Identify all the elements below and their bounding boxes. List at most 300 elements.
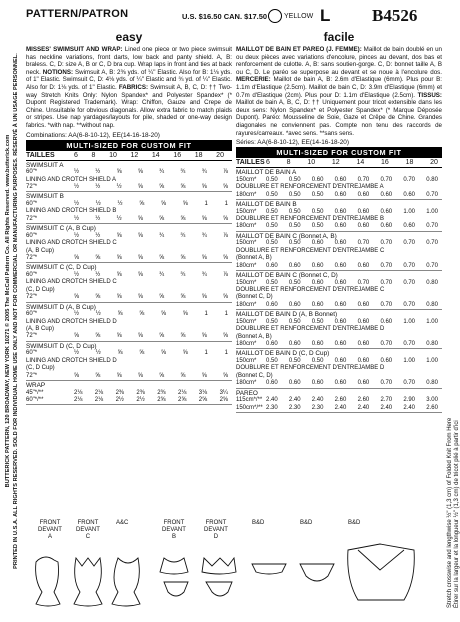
swimsuit-c-sketch — [74, 558, 102, 606]
cell-value: ⅝ — [159, 183, 165, 190]
sketch-label: B&D — [252, 520, 265, 526]
cell-value: ½ — [74, 200, 80, 207]
cell-value: ⅝ — [116, 333, 122, 340]
row-label: 45"*/** — [26, 389, 44, 396]
cell-value: ½ — [117, 200, 123, 207]
row-label: (Bonnet C, D) — [236, 372, 273, 379]
section-name: SWIMSUIT D (A, B Cup) — [26, 303, 96, 311]
stretch-guide-fr: Étirer sur la largeur et la longueur ½" (1,3 cm) de tricot plié à partir d'ici — [454, 420, 460, 608]
cell-value: 0.70 — [380, 301, 393, 308]
cell-value: ⅝ — [137, 294, 143, 301]
cell-value: 0.70 — [380, 380, 393, 387]
cell-value: 0.60 — [334, 208, 347, 215]
cell-value: 0.60 — [311, 176, 324, 183]
swimsuit-d-top-sketch — [202, 558, 236, 574]
row-values — [266, 177, 438, 184]
table-section — [26, 224, 232, 263]
sketch-label: FRONT DEVANT D — [204, 520, 228, 540]
cell-value: 0.50 — [311, 223, 324, 230]
cell-value: ⅝ — [74, 372, 80, 379]
cell-value: 0.60 — [311, 301, 324, 308]
section-name: MAILLOT DE BAIN D (A, B Bonnet) — [236, 311, 338, 319]
cell-value: ¾ — [159, 169, 165, 176]
cell-value: 0.50 — [266, 240, 278, 247]
table-section — [236, 200, 442, 232]
cell-value: 2⅛ — [74, 389, 83, 396]
section-name: MAILLOT DE BAIN C (Bonnet C, D) — [236, 271, 338, 279]
cell-value: ⅝ — [139, 200, 145, 207]
table-row — [26, 279, 232, 286]
cell-value: 0.60 — [334, 262, 347, 269]
cell-value: ⅝ — [201, 254, 207, 261]
table-row — [236, 358, 442, 365]
row-label: 150cm* — [236, 208, 257, 215]
cell-value: 2⅝ — [177, 397, 187, 404]
cell-value: 0.80 — [426, 279, 438, 286]
cell-value: 0.60 — [288, 341, 301, 347]
english-description — [26, 46, 232, 130]
table-row — [236, 177, 442, 184]
cell-value: ⅝ — [180, 215, 186, 222]
cell-value: ⅝ — [182, 311, 188, 318]
size-18: 18 — [194, 151, 203, 159]
copyright-line-1: BUTTERICK PATTERN, 120 BROADWAY, NEW YORK 10271 © 2005 The McCall Pattern Co. All Rights Reserved. www.butterick.com — [5, 134, 11, 488]
cell-value: 0.60 — [334, 279, 347, 286]
size-6: 6 — [266, 159, 270, 167]
cell-value: ⅝ — [137, 183, 143, 190]
swimsuit-b-bottom-sketch — [164, 582, 188, 596]
row-values — [266, 223, 438, 230]
table-row — [26, 333, 232, 340]
cell-value: 1.00 — [403, 318, 416, 325]
cell-value: ⅝ — [182, 200, 188, 207]
row-label: LINING AND CROTCH SHIELD D — [26, 357, 117, 364]
cell-value: 2⅝ — [219, 397, 228, 404]
cell-value: 0.60 — [266, 301, 278, 308]
cell-value: ⅝ — [222, 215, 228, 222]
row-values — [74, 373, 228, 380]
cell-value: ⅝ — [139, 311, 145, 318]
maillot-text: Maillot de bain doublé en un ou deux pièces avec variations d'encolure, pinces au devant, dos bas et renforcement de culotte. A, B: sans soutien-gorge. C, D: bonnet taille A, B ou C, D. Le paréo se superpose au devant et se noue à l'encolure dos. — [236, 46, 442, 76]
cell-value: 0.60 — [380, 318, 393, 325]
size-20: 20 — [430, 159, 438, 167]
misses-heading: MISSES' SWIMSUIT AND WRAP: — [26, 46, 123, 53]
size-numbers-fr — [266, 159, 438, 166]
cell-value: 0.80 — [426, 380, 438, 387]
cell-value: 0.50 — [288, 191, 301, 198]
table-row — [26, 208, 232, 215]
cell-value: ⅝ — [74, 333, 80, 340]
cell-value: 0.70 — [380, 279, 393, 286]
table-row — [236, 373, 442, 380]
brand: PATTERN/PATRON — [26, 8, 129, 20]
multisize-band-fr: MULTI-SIZED FOR CUSTOM FIT — [236, 147, 442, 158]
size-16: 16 — [381, 159, 389, 167]
garment-sketches — [24, 520, 442, 620]
row-label: (Bonnet A, B) — [236, 333, 272, 340]
size-10: 10 — [307, 159, 316, 167]
cell-value: 0.70 — [403, 380, 416, 387]
cell-value: 0.60 — [380, 208, 393, 215]
table-row — [26, 255, 232, 262]
cell-value: 0.70 — [403, 279, 416, 286]
fabrics-text: Swimsuit A, B, C, D: †† Two-way Stretch Knits Only: Nylon Spandex* and Polyester Spandex* (* Dupont Registered Trademark). Wrap: Chiffon, Gauze and Crepe de Chine. Unsuitable for obvious diagonals. Allow extra fabric to match plaids or stripes. Use nap yardages/layouts for pile, shaded or one-way design fabrics. *with nap. **without nap. — [26, 83, 232, 129]
cell-value: 0.50 — [266, 279, 278, 286]
size-12: 12 — [130, 151, 139, 159]
section-name: SWIMSUIT C (A, B Cup) — [26, 225, 96, 233]
cell-value: 0.60 — [357, 318, 370, 325]
cell-value: ⅝ — [95, 372, 101, 379]
size-header — [26, 151, 232, 161]
cell-value: 2⅛ — [94, 397, 104, 404]
cell-value: ½ — [95, 311, 101, 318]
cell-value: 0.50 — [288, 358, 301, 364]
cell-value: 0.50 — [311, 191, 324, 198]
row-label: 150cm* — [236, 358, 257, 364]
cell-value: 2½ — [136, 397, 145, 404]
price: U.S. $16.50 CAN. $17.50 — [182, 12, 268, 21]
cell-value: 1 — [204, 311, 208, 318]
row-values — [266, 397, 438, 404]
cell-value: 2.40 — [311, 397, 324, 404]
table-row — [236, 397, 442, 404]
cell-value: 2⅜ — [136, 389, 145, 396]
cell-value: 0.50 — [288, 223, 301, 230]
cell-value: ⅝ — [116, 271, 122, 278]
table-row — [26, 233, 232, 240]
cell-value: ⅝ — [159, 372, 165, 379]
cell-value: ⅝ — [74, 294, 80, 301]
cell-value: 0.70 — [426, 262, 438, 269]
cell-value: 0.70 — [380, 176, 393, 183]
cell-value: ⅝ — [116, 294, 122, 301]
cell-value: 0.70 — [380, 341, 393, 347]
row-values — [266, 263, 438, 270]
cell-value: 0.70 — [357, 279, 370, 286]
cell-value: 0.60 — [334, 341, 347, 347]
cell-value: ⅞ — [222, 169, 228, 176]
size-6: 6 — [74, 151, 78, 159]
cell-value: 0.60 — [266, 380, 278, 387]
copyright-line-2: PRINTED IN U.S.A. ALL RIGHTS RESERVED. SOLD FOR INDIVIDUAL HOME USE ONLY AND NOT FOR COMMERCIAL OR MANUFACTURING PURPOSES. RÉSERVÉ À UN USAGE PERSONNEL. — [13, 53, 19, 569]
table-section — [26, 342, 232, 381]
row-label: 60"* — [26, 200, 38, 207]
cell-value: ½ — [116, 215, 122, 222]
cell-value: 2.40 — [334, 404, 347, 411]
cell-value: 0.50 — [311, 358, 324, 364]
table-row — [236, 255, 442, 262]
cell-value: ⅝ — [180, 333, 186, 340]
row-label: (C, D Cup) — [26, 286, 55, 293]
row-label: 60"* — [26, 271, 38, 278]
cell-value: 2.30 — [311, 404, 324, 411]
row-label: 72"* — [26, 294, 38, 301]
size-16: 16 — [173, 151, 182, 159]
table-row — [26, 350, 232, 357]
pattern-number: B4526 — [372, 6, 418, 25]
cell-value: 2⅜ — [157, 389, 166, 396]
table-section — [236, 232, 442, 271]
row-values — [74, 233, 228, 240]
cell-value: ⅝ — [180, 294, 186, 301]
row-label: LINING AND CROTCH SHIELD D — [26, 318, 117, 325]
misses-text: Lined one piece or two piece swimsuit has neckline variations, front darts, low back and panty shield. A, B: braless. C, D: size A, B or C, D bra cup. Wrap laps in front and ties at back neck. — [26, 46, 232, 76]
cell-value: 0.60 — [357, 380, 370, 387]
size-18: 18 — [405, 159, 414, 167]
header — [24, 6, 442, 28]
cell-value: 0.50 — [288, 318, 301, 325]
cell-value: 0.50 — [311, 208, 324, 215]
tailles-label-fr: TAILLES — [236, 159, 265, 167]
table-row — [236, 223, 442, 230]
cell-value: 0.70 — [403, 262, 416, 269]
table-row — [26, 272, 232, 279]
cell-value: 2.30 — [288, 404, 301, 411]
cell-value: ½ — [95, 169, 101, 176]
row-label: (A, B Cup) — [26, 326, 55, 332]
cell-value: 0.60 — [334, 176, 347, 183]
table-row — [26, 248, 232, 255]
row-values — [266, 358, 438, 365]
table-section — [26, 192, 232, 224]
row-label: 60"* — [26, 169, 38, 176]
cell-value: 0.70 — [403, 176, 416, 183]
row-values — [266, 405, 438, 412]
table-row — [236, 405, 442, 412]
cell-value: 0.80 — [426, 341, 438, 347]
row-values — [266, 302, 438, 309]
cell-value: ⅝ — [95, 333, 101, 340]
cell-value: ¾ — [180, 232, 186, 239]
cell-value: 2.90 — [403, 397, 416, 404]
swimsuit-bd-back-sketch — [252, 564, 286, 574]
cell-value: ⅝ — [137, 232, 143, 239]
table-row — [26, 311, 232, 318]
row-label: 150cm*/** — [236, 404, 263, 411]
table-row — [236, 248, 442, 255]
cell-value: 0.60 — [357, 223, 370, 230]
cell-value: ⅝ — [222, 183, 228, 190]
cell-value: ⅝ — [117, 311, 123, 318]
cell-value: ⅝ — [159, 254, 165, 261]
cell-value: 0.60 — [357, 341, 370, 347]
table-row — [26, 358, 232, 365]
cell-value: 0.70 — [403, 341, 416, 347]
cell-value: ⅝ — [116, 372, 122, 379]
cell-value: ⅝ — [117, 350, 123, 357]
cell-value: 0.50 — [266, 318, 278, 325]
table-row — [236, 263, 442, 270]
circle-icon — [268, 9, 282, 23]
table-row — [26, 365, 232, 372]
row-values — [74, 201, 228, 208]
table-row — [236, 240, 442, 247]
cell-value: ⅝ — [161, 311, 167, 318]
section-name: MAILLOT DE BAIN B — [236, 200, 297, 208]
section-name: MAILLOT DE BAIN A — [236, 169, 297, 177]
row-label: 180cm* — [236, 301, 257, 308]
row-values — [74, 397, 228, 404]
cell-value: 0.60 — [288, 301, 301, 308]
cell-value: 0.60 — [403, 223, 416, 230]
tissus-text: Maillot de bain A, B, C, D: †† Uniquement pour tricot extensible dans les deux sens: Nylon Spandex* et Polyester Spandex* (* Marque Déposée Dupont). Paréo: Mousseline de Soie, Gaze et Crêpe de Chine. Grandes diagonales ne conviennent pas. Compte non tenu des raccords de rayures/carreaux. *avec sens. **sans sens. — [236, 99, 442, 137]
cell-value: 1.00 — [426, 208, 438, 215]
sketch-label: FRONT DEVANT C — [76, 520, 100, 540]
cell-value: ⅝ — [137, 169, 143, 176]
cell-value: ¾ — [201, 232, 207, 239]
row-label: LINING AND CROTCH SHIELD C — [26, 240, 117, 247]
cell-value: ⅝ — [180, 372, 186, 379]
cell-value: ½ — [95, 215, 101, 222]
cell-value: 0.60 — [334, 191, 347, 198]
table-row — [236, 326, 442, 333]
english-title: easy — [115, 30, 143, 44]
cell-value: ⅝ — [161, 350, 167, 357]
metrage-table — [236, 168, 442, 413]
sketch-label: A&C — [116, 520, 129, 526]
cell-value: 0.50 — [266, 191, 278, 198]
cell-value: 0.60 — [403, 191, 416, 198]
cell-value: 0.50 — [266, 358, 278, 364]
cell-value: ⅝ — [116, 232, 122, 239]
cell-value: ⅝ — [137, 372, 143, 379]
cell-value: 0.60 — [266, 341, 278, 347]
cell-value: ¾ — [159, 271, 165, 278]
cell-value: 2.40 — [380, 404, 393, 411]
french-description — [236, 46, 442, 137]
row-values — [74, 390, 228, 397]
left-copyright-strip — [2, 8, 22, 614]
cell-value: 0.60 — [334, 301, 347, 308]
cell-value: 0.50 — [288, 208, 301, 215]
yardage-table — [26, 161, 232, 406]
cell-value: ½ — [116, 183, 122, 190]
cell-value: ½ — [95, 271, 101, 278]
cell-value: 3¼ — [219, 389, 228, 396]
cell-value: ½ — [95, 183, 101, 190]
row-values — [266, 380, 438, 387]
cell-value: 0.50 — [288, 279, 301, 286]
cell-value: 0.60 — [380, 223, 393, 230]
cell-value: 2.40 — [403, 404, 416, 411]
cell-value: ¾ — [201, 169, 207, 176]
cell-value: ⅝ — [161, 200, 167, 207]
sketch-label: B&D — [300, 520, 313, 526]
cell-value: 0.70 — [380, 240, 393, 247]
cell-value: 1.00 — [403, 358, 416, 364]
row-values — [74, 333, 228, 340]
cell-value: 0.70 — [357, 176, 370, 183]
cell-value: ½ — [74, 311, 80, 318]
cell-value: 0.60 — [334, 358, 347, 364]
cell-value: ¾ — [180, 169, 186, 176]
table-row — [236, 319, 442, 326]
size-14: 14 — [356, 159, 365, 167]
cell-value: 1 — [224, 200, 228, 207]
size-numbers — [74, 152, 224, 159]
cell-value: 0.70 — [357, 240, 370, 247]
cell-value: 2.40 — [288, 397, 301, 404]
row-values — [74, 272, 228, 279]
cell-value: 0.70 — [426, 240, 438, 247]
row-label: 60"* — [26, 311, 38, 318]
cell-value: ½ — [95, 200, 101, 207]
color-label: YELLOW — [284, 12, 314, 20]
cell-value: ⅞ — [222, 271, 228, 278]
row-values — [74, 294, 228, 301]
cell-value: 1.00 — [403, 208, 416, 215]
row-values — [266, 319, 438, 326]
row-values — [74, 184, 228, 191]
row-label: 72"* — [26, 183, 38, 190]
cell-value: 0.70 — [403, 301, 416, 308]
cell-value: ⅝ — [159, 215, 165, 222]
cell-value: 0.60 — [288, 380, 301, 387]
cell-value: 0.50 — [266, 176, 278, 183]
cell-value: ¾ — [180, 271, 186, 278]
row-label: 180cm* — [236, 380, 257, 387]
cell-value: 0.60 — [357, 262, 370, 269]
cell-value: 0.70 — [426, 191, 438, 198]
size-8: 8 — [91, 151, 96, 159]
table-row — [26, 169, 232, 176]
table-row — [26, 240, 232, 247]
cell-value: 0.80 — [426, 301, 438, 308]
row-values — [266, 280, 438, 287]
section-name: WRAP — [26, 382, 46, 390]
cell-value: ⅝ — [201, 294, 207, 301]
cell-value: ⅝ — [137, 254, 143, 261]
cell-value: 0.60 — [311, 279, 324, 286]
row-label: 150cm* — [236, 176, 257, 183]
cell-value: 0.60 — [334, 380, 347, 387]
row-values — [74, 311, 228, 318]
cell-value: 1 — [224, 350, 228, 357]
cell-value: ½ — [95, 350, 101, 357]
cell-value: ⅝ — [222, 372, 228, 379]
color-marker — [268, 9, 313, 23]
row-values — [266, 209, 438, 216]
table-section — [26, 303, 232, 342]
cell-value: ½ — [74, 169, 80, 176]
cell-value: ⅝ — [116, 254, 122, 261]
cell-value: 0.60 — [311, 341, 324, 347]
cell-value: 0.60 — [334, 240, 347, 247]
row-label: 150cm* — [236, 240, 257, 247]
row-label: (Bonnet C, D) — [236, 294, 273, 301]
cell-value: ⅝ — [222, 294, 228, 301]
row-label: 115cm*/** — [236, 397, 263, 404]
mercerie-text: Maillot de bain A, B: 2.6m d'Elastique (6mm). Plus pour B: 1.1m d'Elastique (2.5cm). Maillot de bain C, D: 3.9m d'Elastique (6mm) et 0.7m d'Elastique (2cm). Plus pour D: 1.1m d'Elastique (2.5cm). — [236, 76, 442, 99]
cell-value: ⅝ — [95, 254, 101, 261]
row-values — [266, 341, 438, 348]
row-label: 180cm* — [236, 341, 257, 347]
row-label: 180cm* — [236, 262, 257, 269]
size-header-fr — [236, 158, 442, 168]
cell-value: 0.70 — [403, 240, 416, 247]
cell-value: ¾ — [159, 232, 165, 239]
size-8: 8 — [286, 159, 291, 167]
row-label: DOUBLURE ET RENFORCEMENT D'ENTREJAMBE D — [236, 326, 385, 333]
row-label: 150cm* — [236, 318, 257, 325]
swimsuit-a-sketch — [36, 557, 60, 606]
row-label: 72"* — [26, 254, 38, 261]
cell-value: ⅝ — [159, 333, 165, 340]
row-label: (C, D Cup) — [26, 365, 55, 372]
cell-value: ⅝ — [74, 254, 80, 261]
cell-value: ½ — [74, 232, 80, 239]
cell-value: ½ — [74, 271, 80, 278]
